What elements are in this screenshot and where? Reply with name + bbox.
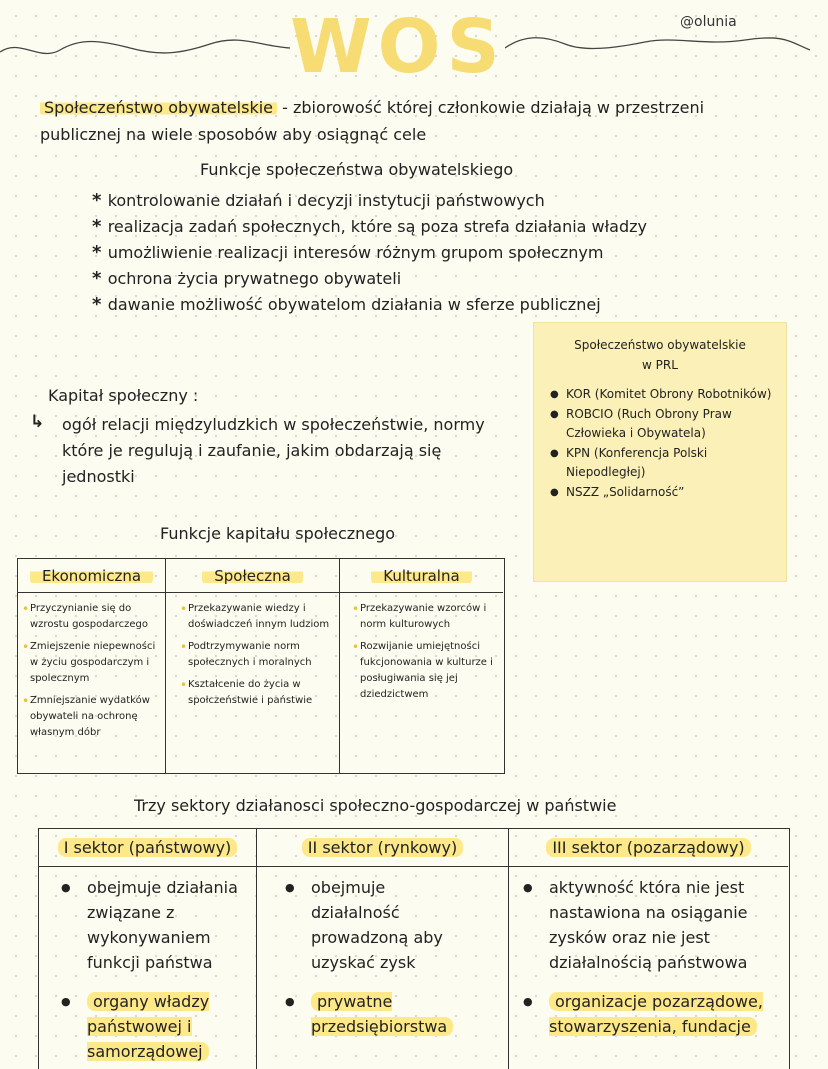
table-cell-item: • Przyczynianie się do wzrostu gospodarczego	[24, 601, 159, 633]
capital-label: Kapitał społeczny :	[48, 386, 199, 405]
definition-paragraph	[40, 94, 780, 148]
column-header: Społeczna	[202, 567, 303, 585]
table-cell-item: • Kształcenie do życia w społczeństwie i państwie	[182, 677, 333, 709]
highlighted-text: prywatne przedsiębiorstwa	[311, 992, 453, 1036]
table-cell-item: • Rozwijanie umiejętności fukcjonowania w kulturze i posługiwania się jej dziedzictwem	[354, 639, 497, 703]
list-item: ● NSZZ „Solidarność”	[548, 483, 772, 502]
prl-title-line-1: Społeczeństwo obywatelskie	[574, 338, 746, 352]
list-item: ● KPN (Konferencja Polski Niepodległej)	[548, 444, 772, 482]
table-cell-item	[61, 989, 246, 1064]
column-header: I sektor (państwowy)	[58, 838, 238, 857]
table-column-social	[166, 559, 340, 773]
sectors-table	[38, 828, 790, 1069]
author-handle: @olunia	[680, 14, 737, 30]
list-item: ● ROBCIO (Ruch Obrony Praw Człowieka i Obywatela)	[548, 405, 772, 443]
right-squiggle-decoration	[505, 28, 815, 68]
column-header: Kulturalna	[371, 567, 471, 585]
column-header: Ekonomiczna	[30, 567, 153, 585]
table-column-sector-2	[257, 829, 509, 1069]
table-cell-item: ● obejmuje działalność prowadzoną aby uzyskać zysk	[285, 875, 468, 975]
capital-definition: ogół relacji międzyludzkich w społeczeństwie, normy które je regulują i zaufanie, jakim obdarzają się jednostki	[62, 415, 485, 486]
table-column-sector-1	[39, 829, 257, 1069]
table-cell-item: ● obejmuje działania związane z wykonywaniem funkcji państwa	[61, 875, 246, 975]
list-item: * ochrona życia prywatnego obywateli	[92, 266, 647, 292]
highlighted-text: organizacje pozarządowe, stowarzyszenia, fundacje	[549, 992, 763, 1036]
table-cell-item	[523, 989, 782, 1039]
capital-functions-heading: Funkcje kapitału społecznego	[160, 524, 396, 543]
table-cell-item: • Przekazywanie wiedzy i doświadczeń innym ludziom	[182, 601, 333, 633]
definition-text: - zbiorowość której członkowie działają w przestrzeni publicznej na wiele sposobów aby osiągnąć cele	[40, 98, 705, 144]
table-cell-item: • Przekazywanie wzorców i norm kulturowych	[354, 601, 497, 633]
table-column-sector-3	[509, 829, 788, 1069]
table-column-cultural	[340, 559, 503, 773]
page-title: WOS	[290, 4, 506, 90]
list-item: * kontrolowanie działań i decyzji instytucji państwowych	[92, 188, 647, 214]
prl-list	[548, 385, 772, 502]
highlighted-text: organy władzy państwowej i samorządowej	[87, 992, 210, 1061]
table-cell-item	[285, 989, 468, 1039]
functions-heading: Funkcje społeczeństwa obywatelskiego	[200, 160, 514, 179]
definition-term: Społeczeństwo obywatelskie	[40, 98, 277, 117]
list-item: ● KOR (Komitet Obrony Robotników)	[548, 385, 772, 404]
prl-sticky-note	[533, 322, 787, 582]
column-header: II sektor (rynkowy)	[302, 838, 463, 857]
table-cell-item: • Podtrzymywanie norm społecznych i moralnych	[182, 639, 333, 671]
prl-title-line-2: w PRL	[642, 358, 678, 372]
list-item: * dawanie możliwość obywatelom działania w sferze publicznej	[92, 292, 647, 318]
table-cell-item: • Zmiejszenie niepewności w życiu gospodarczym i spolecznym	[24, 639, 159, 687]
left-squiggle-decoration	[0, 28, 300, 68]
table-column-economic	[18, 559, 166, 773]
table-cell-item: ● aktywność która nie jest nastawiona na osiąganie zysków oraz nie jest działalnością państwowa	[523, 875, 782, 975]
column-header: III sektor (pozarządowy)	[546, 838, 750, 857]
list-item: * umożliwienie realizacji interesów różnym grupom społecznym	[92, 240, 647, 266]
prl-title	[548, 335, 772, 375]
functions-list	[92, 188, 647, 318]
table-cell-item: • Zmniejszanie wydatków obywateli na ochronę własnym dóbr	[24, 693, 159, 741]
sectors-heading: Trzy sektory działanosci społeczno-gospodarczej w państwie	[134, 796, 617, 815]
capital-functions-table	[17, 558, 505, 774]
list-item: * realizacja zadań społecznych, które są poza strefa działania władzy	[92, 214, 647, 240]
arrow-icon: ↳	[30, 412, 45, 432]
